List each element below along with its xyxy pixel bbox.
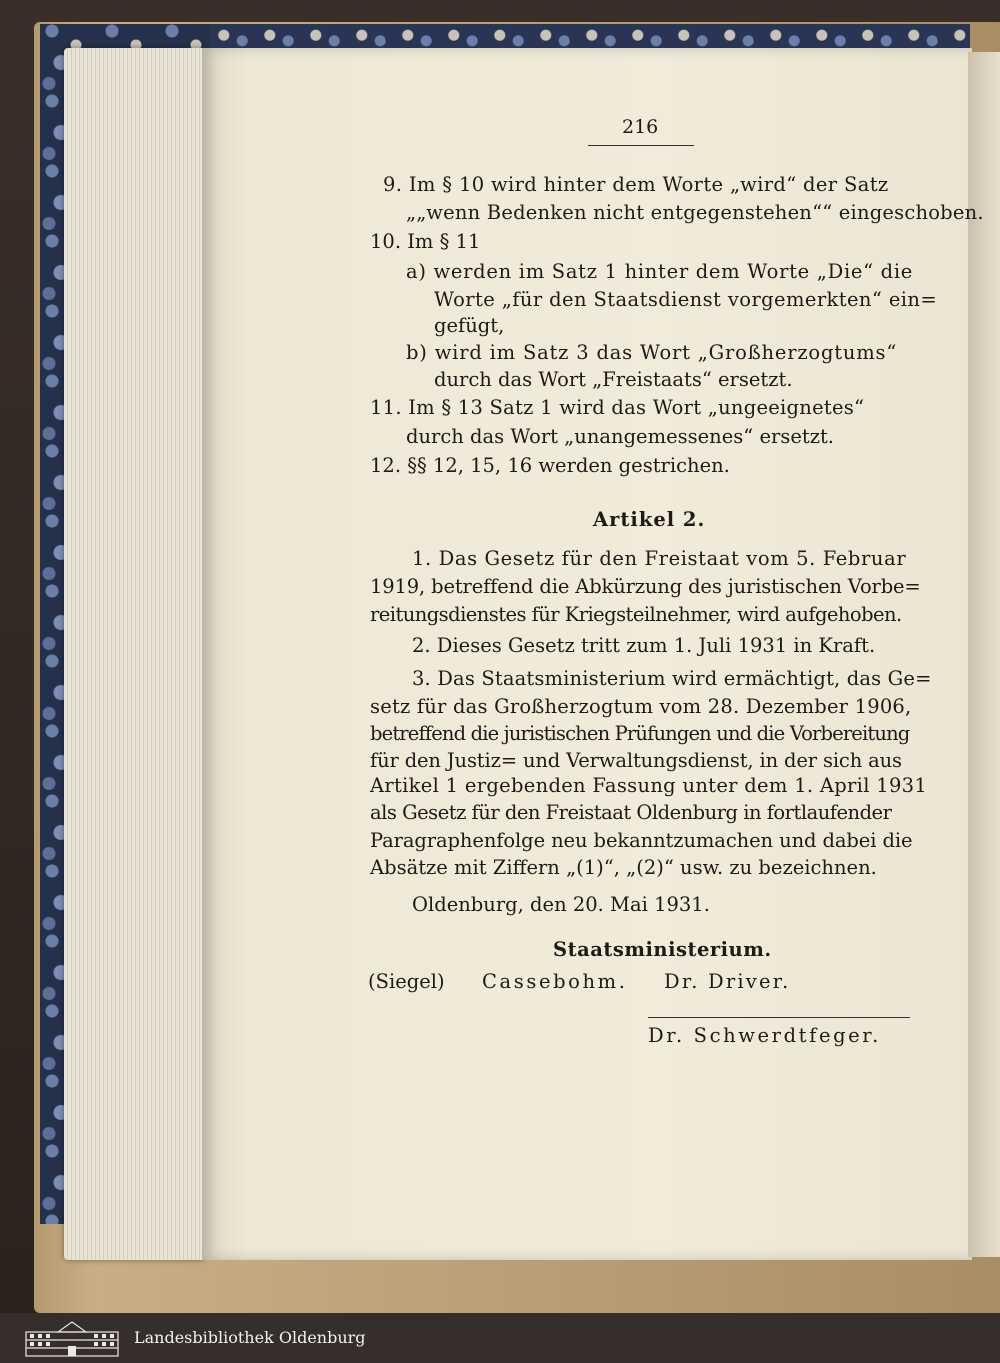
library-name: Landesbibliothek Oldenburg — [134, 1328, 366, 1347]
text-line: a) werden im Satz 1 hinter dem Worte „Die“ die — [406, 260, 914, 283]
text-line: 1. Das Gesetz für den Freistaat vom 5. Februar — [412, 547, 907, 570]
text-line: 2. Dieses Gesetz tritt zum 1. Juli 1931 in Kraft. — [412, 634, 876, 657]
text-line: durch das Wort „unangemessenes“ ersetzt. — [406, 425, 835, 448]
text-line: 1919, betreffend die Abkürzung des juristischen Vorbe= — [370, 575, 921, 598]
text-line: betreffend die juristischen Prüfungen und die Vorbereitung — [370, 722, 910, 745]
text-line: 9. Im § 10 wird hinter dem Worte „wird“ der Satz — [383, 173, 889, 196]
text-line: 10. Im § 11 — [370, 230, 481, 253]
page-number-rule — [588, 145, 694, 146]
text-line: für den Justiz= und Verwaltungsdienst, in der sich aus — [370, 749, 902, 772]
text-line: 11. Im § 13 Satz 1 wird das Wort „ungeeignetes“ — [370, 396, 865, 419]
page-stack-edge — [64, 48, 204, 1260]
text-line: setz für das Großherzogtum vom 28. Dezember 1906, — [370, 695, 912, 718]
text-line: Artikel 1 ergebenden Fassung unter dem 1. April 1931 — [370, 774, 928, 797]
text-line: durch das Wort „Freistaats“ ersetzt. — [434, 368, 793, 391]
text-line: 12. §§ 12, 15, 16 werden gestrichen. — [370, 454, 730, 477]
text-line: als Gesetz für den Freistaat Oldenburg in fortlaufender — [370, 801, 892, 824]
signature-rule — [648, 1017, 910, 1018]
text-line: „„wenn Bedenken nicht entgegenstehen““ eingeschoben. — [406, 201, 984, 224]
text-line: gefügt, — [434, 314, 505, 337]
seal-label: (Siegel) — [368, 970, 445, 993]
next-page-edge — [968, 52, 1000, 1257]
signatory-name: Dr. Driver. — [664, 970, 791, 993]
page-number: 216 — [622, 116, 659, 138]
text-line: Paragraphenfolge neu bekanntzumachen und dabei die — [370, 829, 913, 852]
text-line: Absätze mit Ziffern „(1)“, „(2)“ usw. zu bezeichnen. — [370, 856, 877, 879]
library-building-logo-icon — [22, 1318, 122, 1358]
signatory-body: Staatsministerium. — [553, 938, 772, 961]
signatory-name: Cassebohm. — [482, 970, 628, 993]
text-line: reitungsdienstes für Kriegsteilnehmer, wird aufgehoben. — [370, 603, 902, 626]
text-line: b) wird im Satz 3 das Wort „Großherzogtums“ — [406, 341, 898, 364]
text-line: Worte „für den Staatsdienst vorgemerkten“ ein= — [434, 288, 938, 311]
signatory-name: Dr. Schwerdtfeger. — [648, 1024, 881, 1047]
text-line: 3. Das Staatsministerium wird ermächtigt, das Ge= — [412, 667, 932, 690]
article-heading: Artikel 2. — [593, 508, 706, 531]
date-line: Oldenburg, den 20. Mai 1931. — [412, 893, 710, 916]
